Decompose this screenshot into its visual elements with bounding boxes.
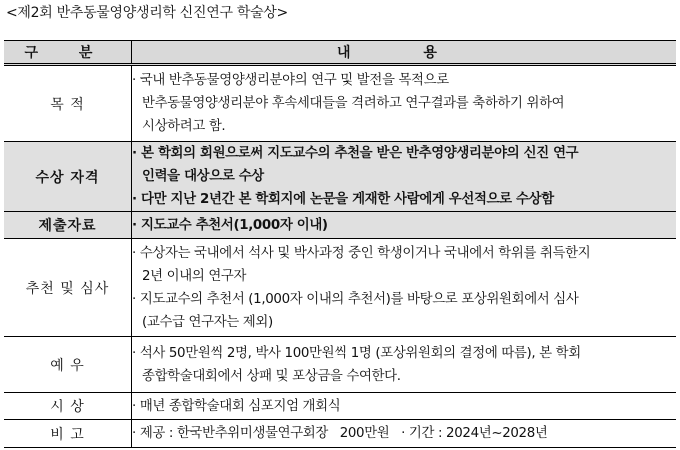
award-info-table [4,40,676,448]
header-content: 내 용 [132,41,677,65]
table-row-ceremony [4,393,676,420]
content-line: · 지도교수의 추천서 (1,000자 이내의 추천서)를 바탕으로 포상위원회에서 심사 [132,291,579,307]
table-row-purpose [4,65,676,142]
row-content-review [132,239,677,337]
row-label-ceremony: 시 상 [4,393,132,420]
row-label-benefits: 예 우 [4,337,132,393]
content-line: · 다만 지난 2년간 본 학회지에 논문을 게재한 사람에게 우선적으로 수상함 [132,192,554,207]
table-row-documents [4,212,676,239]
table-row-benefits [4,337,676,393]
row-content-eligibility [132,142,677,212]
content-line: 종합학술대회에서 상패 및 포상금을 수여한다. [142,368,401,384]
content-line: · 제공 : 한국반추위미생물연구회장 200만원 · 기간 : 2024년~2028년 [132,426,548,441]
content-line: · 매년 종합학술대회 심포지엄 개회식 [132,398,341,414]
row-content-ceremony [132,393,677,420]
table-row-review [4,239,676,337]
content-line: 반추동물영양생리분야 후속세대들을 격려하고 연구결과를 축하하기 위하여 [142,96,565,111]
content-line: · 석사 50만원씩 2명, 박사 100만원씩 1명 (포상위원회의 결정에 따름), 본 학회 [132,345,581,361]
content-line: · 지도교수 추천서(1,000자 이내) [132,217,328,233]
row-content-benefits [132,337,677,393]
row-label-eligibility: 수상 자격 [4,142,132,212]
table-row-eligibility [4,142,676,212]
content-line: (교수급 연구자는 제외) [142,314,273,330]
content-line: 시상하려고 함. [142,119,226,134]
table-row-notes [4,420,676,448]
content-line: 인력을 대상으로 수상 [142,169,264,184]
row-label-review: 추천 및 심사 [4,239,132,337]
row-label-notes: 비 고 [4,420,132,448]
row-content-purpose [132,65,677,142]
page-title: <제2회 반추동물영양생리학 신진연구 학술상> [6,5,288,21]
row-label-purpose: 목 적 [4,65,132,142]
content-line: · 국내 반추동물영양생리분야의 연구 및 발전을 목적으로 [132,73,449,88]
content-line: 2년 이내의 연구자 [142,268,247,284]
content-line: · 본 학회의 회원으로써 지도교수의 추천을 받은 반추영양생리분야의 신진 연구 [132,146,579,161]
table-header-row [4,41,676,65]
row-label-documents: 제출자료 [4,212,132,239]
row-content-documents [132,212,677,239]
header-category: 구 분 [4,41,132,65]
row-content-notes [132,420,677,448]
content-line: · 수상자는 국내에서 석사 및 박사과정 중인 학생이거나 국내에서 학위를 취득한지 [132,245,591,261]
